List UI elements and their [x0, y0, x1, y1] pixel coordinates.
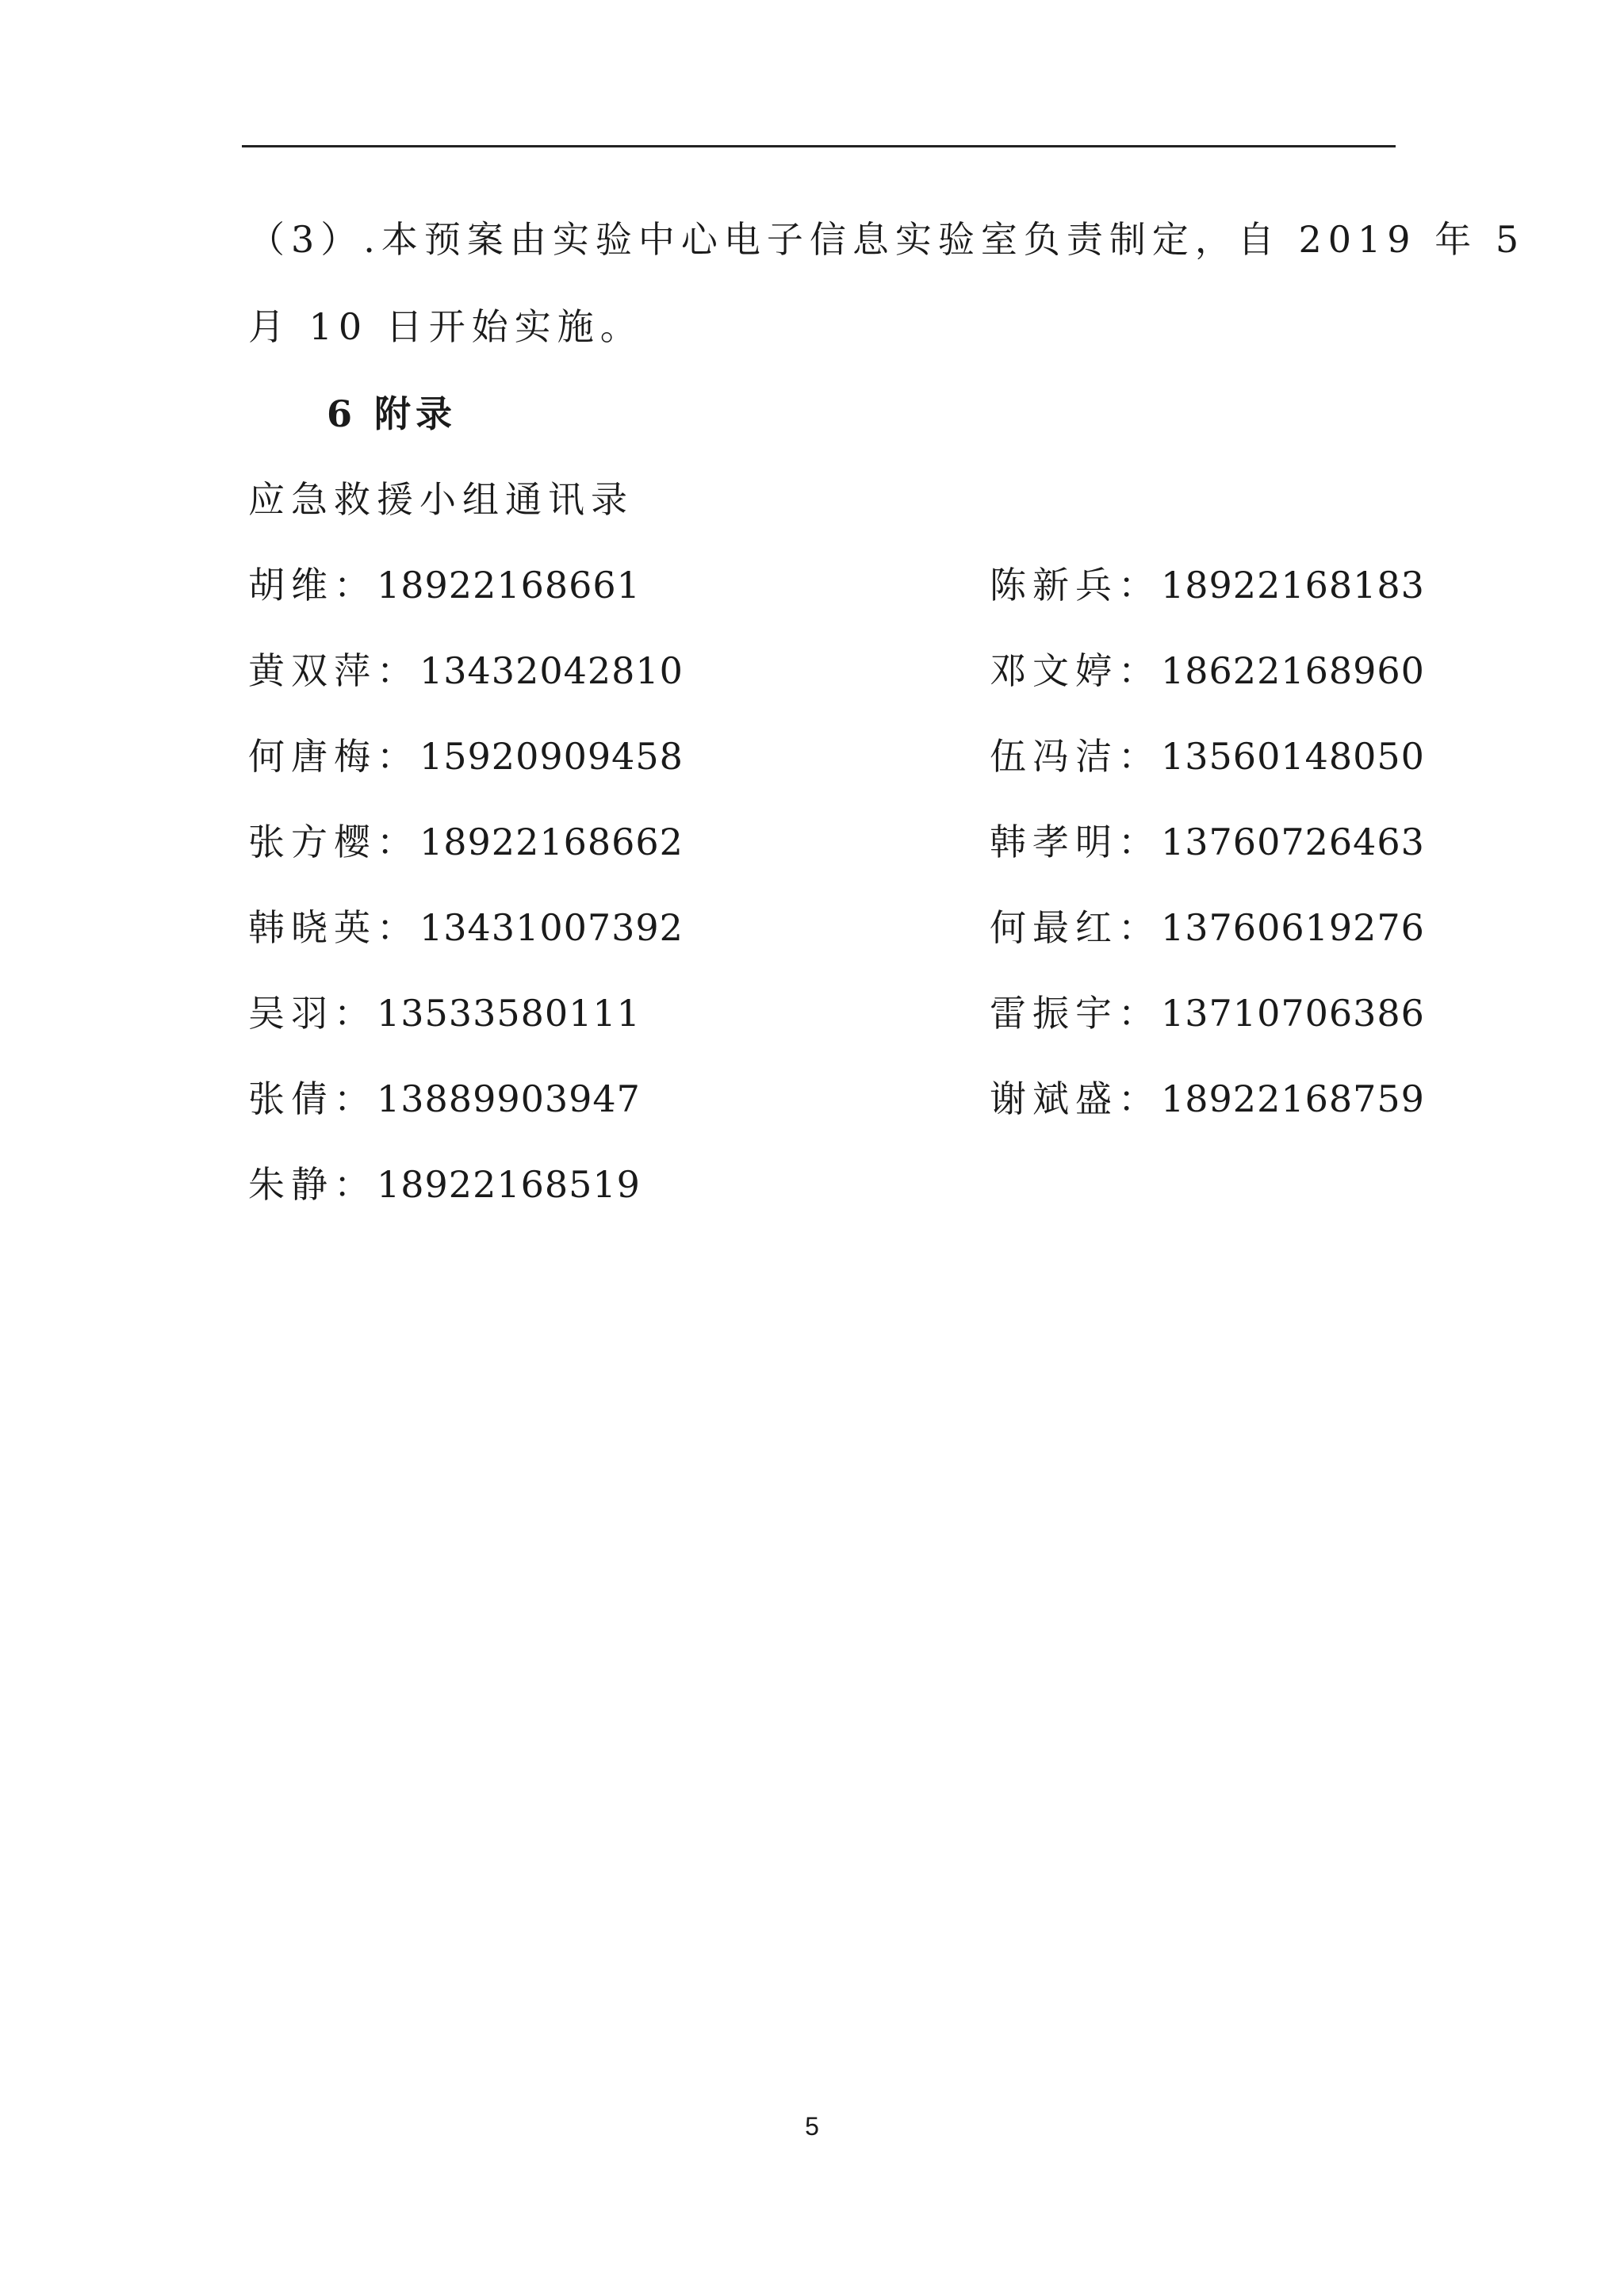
contact-entry [990, 989, 1425, 1037]
contact-entry [248, 647, 684, 695]
contact-row [248, 733, 1425, 818]
paragraph-line-1: （3）.本预案由实验中心电子信息实验室负责制定，自 2019 年 5 [248, 218, 1526, 261]
contact-name: 何唐梅： [248, 735, 419, 778]
contact-row [248, 904, 1425, 989]
contact-name: 韩晓英： [248, 906, 419, 949]
contact-row [248, 561, 1425, 647]
contact-name: 伍冯洁： [990, 735, 1161, 778]
contact-row [248, 818, 1425, 904]
contact-phone: 18922168759 [1161, 1077, 1425, 1120]
contact-name: 胡维： [248, 564, 377, 607]
contact-name: 吴羽： [248, 992, 377, 1035]
contact-phone: 18922168662 [419, 821, 684, 863]
contact-phone: 15920909458 [419, 735, 684, 778]
contact-name: 邓文婷： [990, 649, 1161, 692]
contact-name: 何最红： [990, 906, 1161, 949]
contact-phone: 18922168183 [1161, 564, 1425, 607]
contact-name: 雷振宇： [990, 992, 1161, 1035]
contact-entry [990, 904, 1425, 951]
contact-entry [248, 904, 684, 951]
contact-name: 谢斌盛： [990, 1077, 1161, 1120]
contact-name: 黄双萍： [248, 649, 419, 692]
contact-entry [990, 1075, 1425, 1123]
contact-name: 陈新兵： [990, 564, 1161, 607]
paragraph-line-2: 月 10 日开始实施。 [248, 305, 643, 348]
contact-phone: 18622168960 [1161, 649, 1425, 692]
contact-entry [248, 733, 684, 780]
contact-row [248, 1161, 1398, 1246]
contact-row [248, 1075, 1425, 1161]
contact-phone: 13431007392 [419, 906, 684, 949]
header-rule [242, 145, 1396, 147]
contact-phone: 13432042810 [419, 649, 684, 692]
section-heading: 6 附录 [327, 392, 458, 435]
contact-name: 张方樱： [248, 821, 419, 863]
contact-phone: 13889903947 [377, 1077, 641, 1120]
contact-entry [990, 647, 1425, 695]
contact-phone: 13760619276 [1161, 906, 1425, 949]
contact-entry [990, 818, 1425, 866]
contact-phone: 13560148050 [1161, 735, 1425, 778]
contact-name: 韩孝明： [990, 821, 1161, 863]
contact-row [248, 647, 1425, 733]
contact-phone: 13533580111 [377, 992, 641, 1035]
contact-entry [248, 561, 641, 609]
contact-list [248, 561, 1425, 1246]
contact-row [248, 989, 1425, 1075]
contact-entry [248, 989, 641, 1037]
contact-phone: 13760726463 [1161, 821, 1425, 863]
contact-list-title: 应急救援小组通讯录 [248, 478, 634, 521]
contact-entry [248, 818, 684, 866]
contact-name: 朱静： [248, 1163, 377, 1206]
contact-name: 张倩： [248, 1077, 377, 1120]
contact-entry [990, 733, 1425, 780]
contact-entry [248, 1075, 641, 1123]
contact-entry [248, 1161, 641, 1208]
contact-phone: 18922168519 [377, 1163, 641, 1206]
contact-phone: 18922168661 [377, 564, 641, 607]
page-number: 5 [805, 2112, 819, 2141]
contact-phone: 13710706386 [1161, 992, 1425, 1035]
contact-entry [990, 561, 1425, 609]
